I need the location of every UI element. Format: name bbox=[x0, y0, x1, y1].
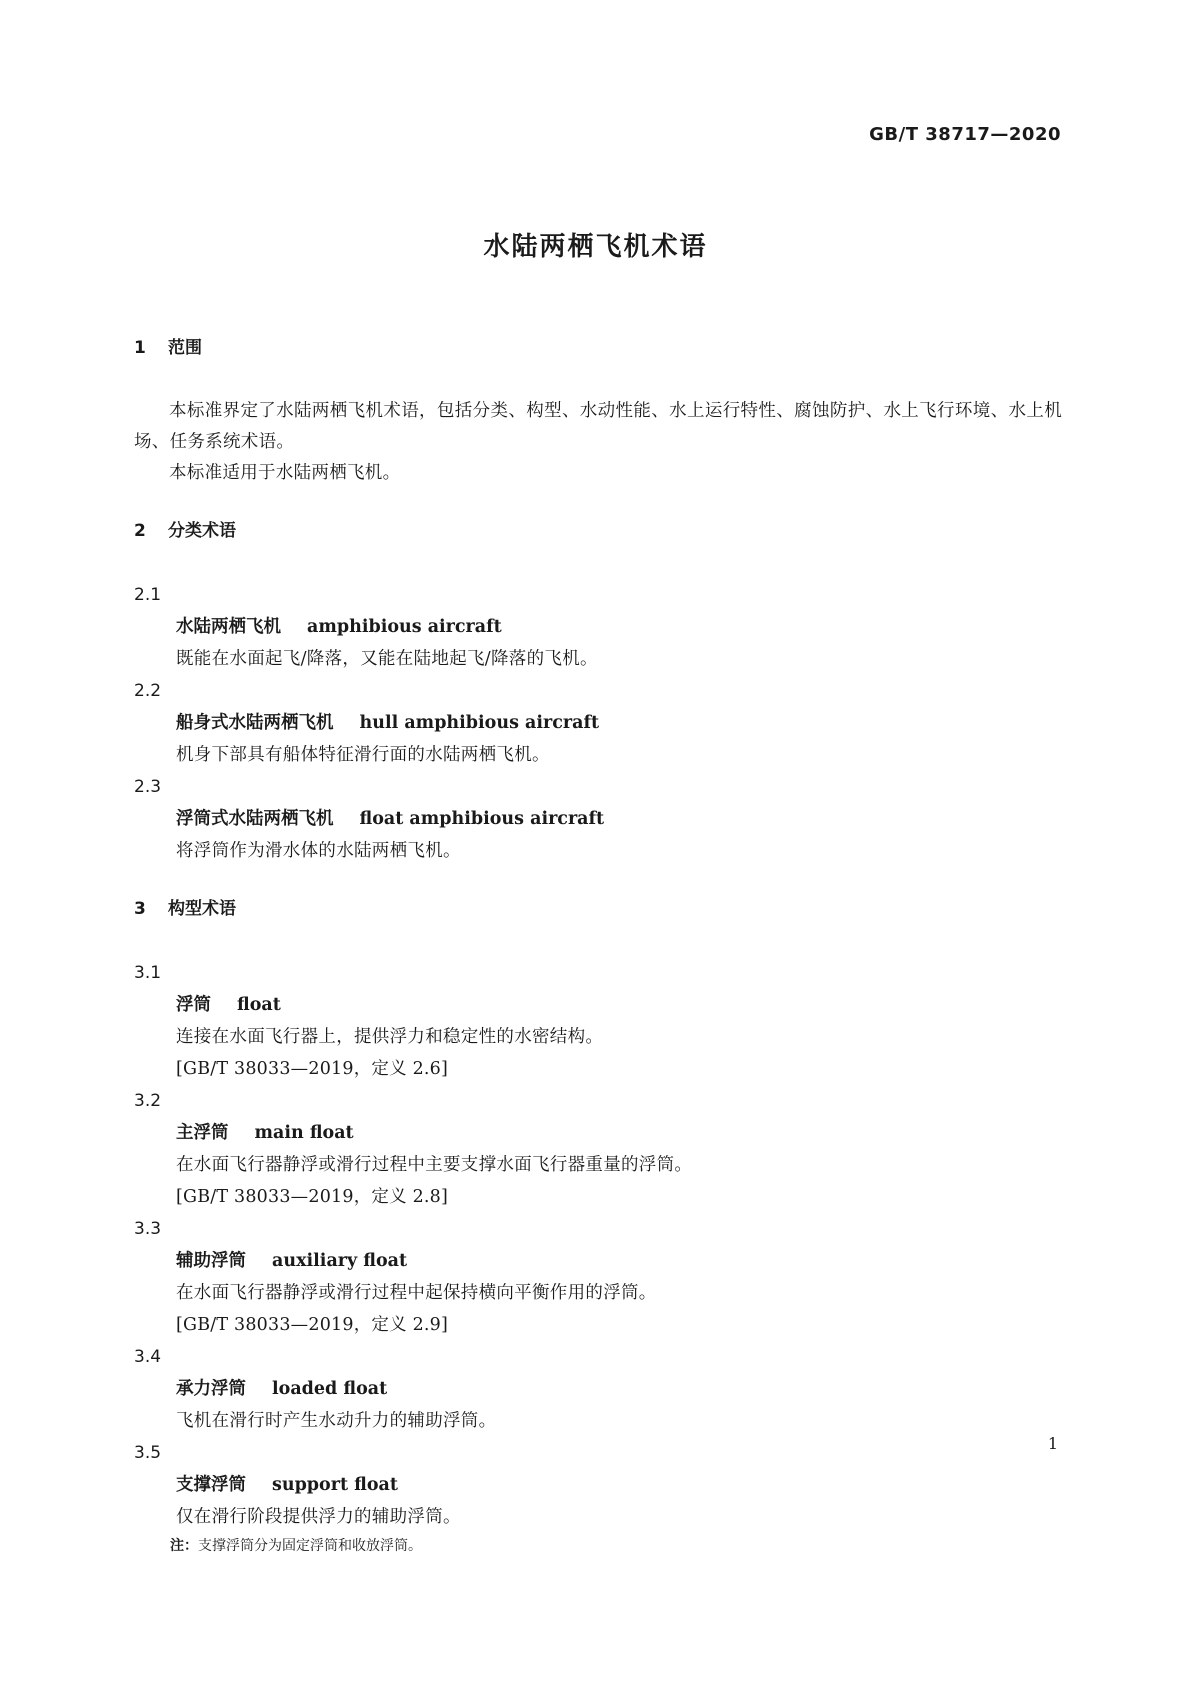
term-definition: 既能在水面起飞/降落，又能在陆地起飞/降落的飞机。 bbox=[176, 649, 598, 669]
standard-code: GB/T 38717—2020 bbox=[869, 124, 1061, 145]
term-zh: 支撑浮筒 bbox=[176, 1475, 246, 1495]
term-number: 3.1 bbox=[134, 963, 162, 983]
term-heading bbox=[134, 707, 1062, 739]
section-title: 范围 bbox=[168, 338, 202, 358]
term-number: 3.3 bbox=[134, 1219, 162, 1239]
term-zh: 浮筒式水陆两栖飞机 bbox=[176, 809, 334, 829]
term-heading bbox=[134, 611, 1062, 643]
term-zh: 主浮筒 bbox=[176, 1123, 229, 1143]
term-en: main float bbox=[254, 1123, 354, 1143]
term-entry bbox=[134, 1213, 1062, 1341]
term-number: 3.5 bbox=[134, 1443, 162, 1463]
term-number: 2.2 bbox=[134, 681, 162, 701]
term-en: amphibious aircraft bbox=[307, 617, 502, 637]
term-entry bbox=[134, 1437, 1062, 1559]
term-number: 3.4 bbox=[134, 1347, 162, 1367]
term-number: 2.3 bbox=[134, 777, 162, 797]
term-definition: 飞机在滑行时产生水动升力的辅助浮筒。 bbox=[176, 1411, 497, 1431]
term-zh: 承力浮筒 bbox=[176, 1379, 246, 1399]
term-heading bbox=[134, 1373, 1062, 1405]
term-definition: 连接在水面飞行器上，提供浮力和稳定性的水密结构。 bbox=[176, 1027, 604, 1047]
term-heading bbox=[134, 989, 1062, 1021]
term-entry bbox=[134, 579, 1062, 675]
term-en: auxiliary float bbox=[272, 1251, 408, 1271]
section-2-heading bbox=[134, 517, 1062, 545]
term-source: [GB/T 38033—2019，定义 2.6] bbox=[176, 1059, 449, 1079]
term-en: loaded float bbox=[272, 1379, 388, 1399]
term-number: 2.1 bbox=[134, 585, 162, 605]
term-definition: 在水面飞行器静浮或滑行过程中起保持横向平衡作用的浮筒。 bbox=[176, 1283, 657, 1303]
term-en: float amphibious aircraft bbox=[359, 809, 605, 829]
term-entry bbox=[134, 1341, 1062, 1437]
scope-paragraph-2: 本标准适用于水陆两栖飞机。 bbox=[169, 463, 401, 483]
term-heading bbox=[134, 1117, 1062, 1149]
term-definition: 将浮筒作为滑水体的水陆两栖飞机。 bbox=[176, 841, 461, 861]
term-source: [GB/T 38033—2019，定义 2.9] bbox=[176, 1315, 449, 1335]
term-entry bbox=[134, 957, 1062, 1085]
term-definition: 机身下部具有船体特征滑行面的水陆两栖飞机。 bbox=[176, 745, 550, 765]
scope-paragraph-1: 本标准界定了水陆两栖飞机术语，包括分类、构型、水动性能、水上运行特性、腐蚀防护、水上飞行环境、水上机场、任务系统术语。 bbox=[134, 401, 1062, 452]
term-source: [GB/T 38033—2019，定义 2.8] bbox=[176, 1187, 449, 1207]
document-body bbox=[134, 334, 1062, 1559]
term-en: support float bbox=[272, 1475, 398, 1495]
section-title: 构型术语 bbox=[168, 899, 236, 919]
term-zh: 船身式水陆两栖飞机 bbox=[176, 713, 334, 733]
term-en: float bbox=[237, 995, 281, 1015]
document-title: 水陆两栖飞机术语 bbox=[483, 232, 708, 262]
term-definition: 在水面飞行器静浮或滑行过程中主要支撑水面飞行器重量的浮筒。 bbox=[176, 1155, 693, 1175]
term-heading bbox=[134, 803, 1062, 835]
section-number: 2 bbox=[134, 521, 146, 541]
term-en: hull amphibious aircraft bbox=[359, 713, 600, 733]
section-1-heading bbox=[134, 334, 1062, 362]
term-definition: 仅在滑行阶段提供浮力的辅助浮筒。 bbox=[176, 1507, 461, 1527]
note-label: 注： bbox=[170, 1538, 198, 1554]
term-zh: 浮筒 bbox=[176, 995, 211, 1015]
term-entry bbox=[134, 1085, 1062, 1213]
term-entry bbox=[134, 675, 1062, 771]
term-zh: 水陆两栖飞机 bbox=[176, 617, 281, 637]
term-number: 3.2 bbox=[134, 1091, 162, 1111]
term-heading bbox=[134, 1245, 1062, 1277]
section-number: 1 bbox=[134, 338, 146, 358]
section-title: 分类术语 bbox=[168, 521, 236, 541]
section-number: 3 bbox=[134, 899, 146, 919]
term-heading bbox=[134, 1469, 1062, 1501]
note-text: 支撑浮筒分为固定浮筒和收放浮筒。 bbox=[198, 1538, 422, 1554]
term-entry bbox=[134, 771, 1062, 867]
term-note bbox=[134, 1533, 1062, 1559]
term-zh: 辅助浮筒 bbox=[176, 1251, 246, 1271]
section-3-heading bbox=[134, 895, 1062, 923]
page-number: 1 bbox=[1047, 1434, 1058, 1453]
